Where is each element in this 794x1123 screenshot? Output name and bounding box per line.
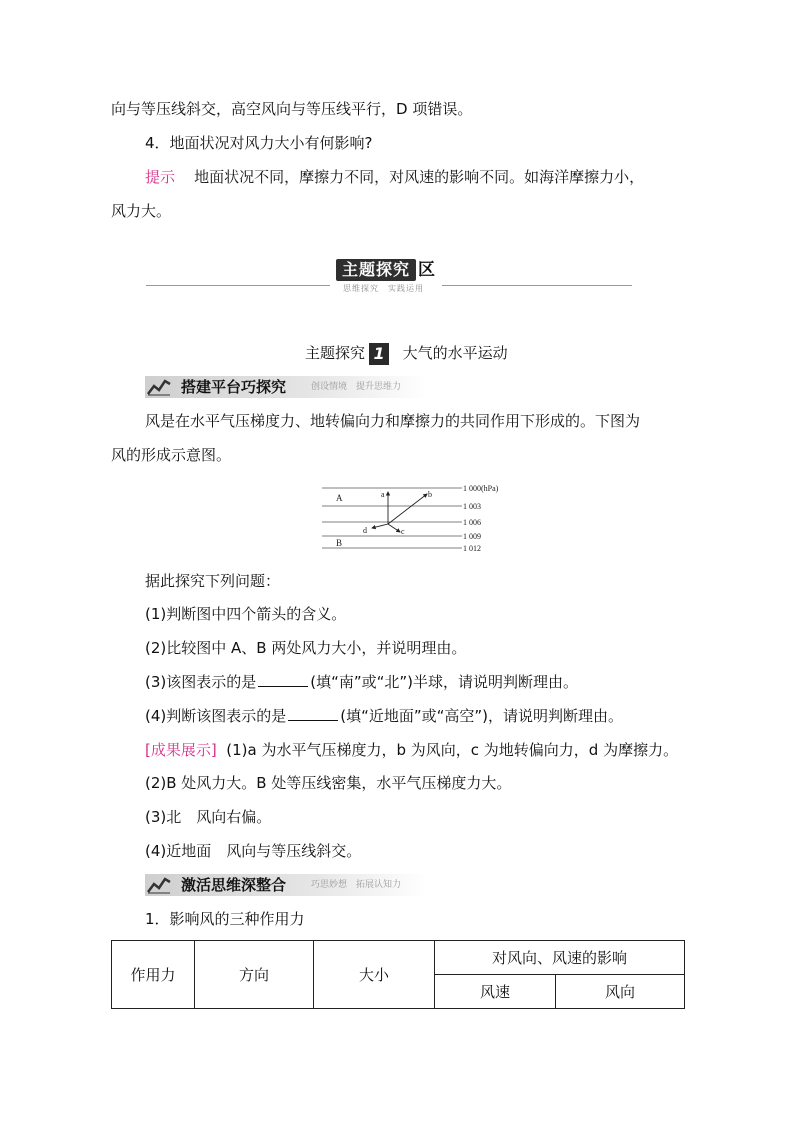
section-name: 大气的水平运动	[402, 344, 508, 362]
table-header-speed: 风速	[435, 975, 556, 1009]
section-banner	[336, 259, 440, 281]
arrow-label-b: b	[428, 490, 432, 499]
question-4: 4．地面状况对风力大小有何影响?	[145, 134, 373, 152]
chart-trend-icon	[147, 378, 171, 396]
isobar-label: 1 000(hPa)	[463, 484, 499, 493]
section-bar-explore	[145, 376, 427, 398]
intro-line-2: 风的形成示意图。	[111, 446, 232, 464]
table-header-wind-direction: 风向	[556, 975, 685, 1009]
bar-title: 搭建平台巧探究	[181, 378, 287, 396]
hint-continuation: 风力大。	[111, 202, 172, 220]
banner-subtitle: 思维探究 实践运用	[343, 284, 424, 293]
question-3	[145, 671, 578, 693]
hint-label: 提示	[145, 168, 176, 186]
bar-subtitle: 巧思妙想 拓展认知力	[311, 880, 402, 890]
question-3-pre: (3)该图表示的是	[145, 673, 257, 691]
section-prefix: 主题探究	[305, 344, 366, 362]
banner-divider-right	[442, 285, 632, 286]
question-2: (2)比较图中 A、B 两处风力大小，并说明理由。	[145, 639, 467, 657]
section-number: 1	[369, 343, 389, 365]
intro-line-1: 风是在水平气压梯度力、地转偏向力和摩擦力的共同作用下形成的。下图为	[145, 412, 641, 430]
chart-trend-icon	[147, 876, 171, 894]
arrow-c	[388, 524, 400, 532]
question-3-post: (填“南”或“北”)半球，请说明判断理由。	[310, 673, 579, 691]
bar-subtitle: 创设情境 提升思维力	[311, 382, 402, 392]
answer-1-line	[145, 739, 678, 761]
bar-title: 激活思维深整合	[181, 876, 287, 894]
answer-2: (2)B 处风力大。B 处等压线密集，水平气压梯度力大。	[145, 774, 512, 792]
answer-1: (1)a 为水平气压梯度力，b 为风向，c 为地转偏向力，d 为摩擦力。	[226, 741, 679, 759]
list-heading: 1．影响风的三种作用力	[145, 910, 305, 928]
section-title	[305, 342, 508, 365]
region-label-b: B	[336, 538, 343, 548]
banner-divider-left	[146, 285, 330, 286]
arrow-label-c: c	[401, 527, 405, 536]
answer-blank	[258, 672, 308, 687]
table-header-magnitude: 大小	[314, 941, 435, 1009]
question-4-pre: (4)判断该图表示的是	[145, 707, 287, 725]
question-1: (1)判断图中四个箭头的含义。	[145, 605, 347, 623]
answers-label: [成果展示]	[145, 741, 217, 759]
question-4-diagram	[145, 705, 623, 727]
hint-text: 地面状况不同，摩擦力不同，对风速的影响不同。如海洋摩擦力小，	[194, 168, 645, 186]
questions-lead: 据此探究下列问题：	[145, 572, 281, 590]
isobar-label: 1 006	[463, 518, 481, 527]
text-line: 向与等压线斜交，高空风向与等压线平行，D 项错误。	[111, 100, 473, 118]
region-label-a: A	[336, 493, 343, 503]
isobar-label: 1 003	[463, 502, 481, 511]
banner-title: 主题探究	[336, 259, 416, 281]
table-header-force: 作用力	[112, 941, 195, 1009]
banner-suffix: 区	[418, 260, 435, 280]
answer-3: (3)北 风向右偏。	[145, 808, 272, 826]
forces-table	[111, 940, 685, 1009]
answer-4: (4)近地面 风向与等压线斜交。	[145, 842, 362, 860]
table-header-direction: 方向	[195, 941, 314, 1009]
table-header-effect: 对风向、风速的影响	[435, 941, 685, 975]
arrow-label-d: d	[363, 526, 367, 535]
hint-line	[145, 166, 644, 188]
section-bar-integrate	[145, 874, 427, 896]
wind-formation-diagram	[322, 484, 522, 554]
isobar-label: 1 012	[463, 544, 481, 553]
question-4-post: (填“近地面”或“高空”)，请说明判断理由。	[340, 707, 624, 725]
arrow-b	[388, 494, 427, 524]
answer-blank	[288, 706, 338, 721]
arrow-label-a: a	[381, 490, 385, 499]
arrow-d	[372, 524, 388, 528]
isobar-label: 1 009	[463, 532, 481, 541]
